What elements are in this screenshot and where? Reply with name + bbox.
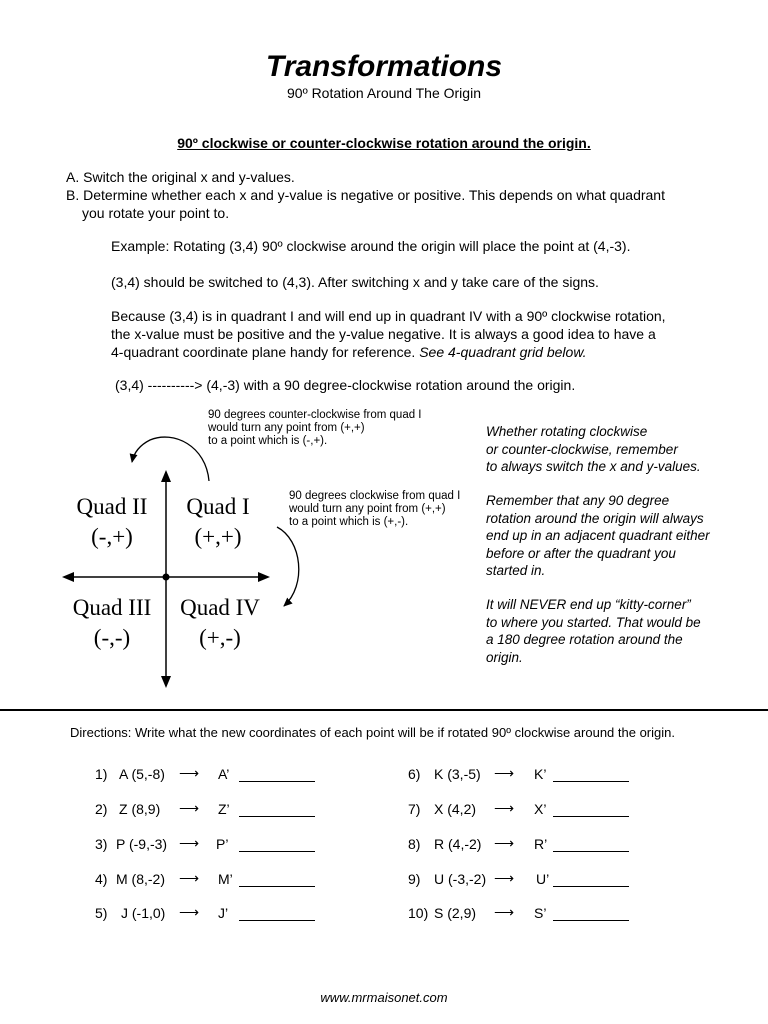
- problem-prime: P’: [216, 836, 229, 852]
- example-line2: (3,4) should be switched to (4,3). After switching x and y take care of the signs.: [111, 274, 599, 290]
- arrow-right-icon: ⟶: [494, 800, 515, 816]
- quad3-name: Quad III: [72, 595, 152, 620]
- arrow-right-icon: ⟶: [494, 870, 515, 886]
- cw-curved-arrow-icon: [277, 527, 299, 606]
- problem-point: U (-3,-2): [434, 871, 487, 887]
- page-title: Transformations: [265, 50, 503, 83]
- problem-number: 8): [408, 836, 421, 852]
- ccw-note-line: to a point which is (-,+).: [208, 435, 328, 447]
- side-note-line: Remember that any 90 degree: [486, 493, 670, 508]
- problem-point: K (3,-5): [434, 766, 481, 782]
- problem-prime: M’: [218, 871, 233, 887]
- side-note-line: a 180 degree rotation around the: [486, 632, 683, 647]
- side-note-2: [486, 492, 710, 580]
- ccw-note-line: would turn any point from (+,+): [208, 422, 365, 434]
- problem-point: A (5,-8): [119, 766, 165, 782]
- problem-point: Z (8,9): [119, 801, 161, 817]
- side-note-line: Whether rotating clockwise: [486, 424, 648, 439]
- answer-blank[interactable]: [553, 872, 629, 887]
- side-note-3: [486, 596, 701, 666]
- side-note-line: before or after the quadrant you: [486, 545, 676, 561]
- problem-point: R (4,-2): [434, 836, 482, 852]
- arrow-right-icon: ⟶: [494, 904, 515, 920]
- problem-number: 7): [408, 801, 421, 817]
- ccw-curved-arrow-icon: [132, 437, 209, 481]
- problem-prime: Z’: [218, 801, 230, 817]
- problem-prime: U’: [536, 871, 550, 887]
- side-note-line: rotation around the origin will always: [486, 510, 704, 526]
- quad1-label: [168, 492, 268, 552]
- problem-prime: K’: [534, 766, 547, 782]
- problem-prime: S’: [534, 905, 547, 921]
- side-note-line: origin.: [486, 649, 523, 665]
- cw-note-line: would turn any point from (+,+): [289, 503, 446, 515]
- problem-point: S (2,9): [434, 905, 477, 921]
- answer-blank[interactable]: [553, 837, 629, 852]
- section-heading: 90º clockwise or counter-clockwise rotation around the origin.: [177, 135, 591, 151]
- example-para3-italic: See 4-quadrant grid below.: [419, 344, 587, 360]
- problem-prime: J’: [218, 905, 229, 921]
- problem-number: 3): [95, 836, 108, 852]
- problem-number: 6): [408, 766, 421, 782]
- side-note-line: end up in an adjacent quadrant either: [486, 528, 710, 543]
- step-b-line2: you rotate your point to.: [82, 205, 230, 221]
- problem-number: 1): [95, 766, 108, 782]
- problem-number: 9): [408, 871, 421, 887]
- problem-number: 5): [95, 905, 108, 921]
- problem-row: [0, 905, 768, 925]
- example-line1: Example: Rotating (3,4) 90º clockwise around the origin will place the point at (4,-3).: [111, 238, 631, 254]
- problem-point: P (-9,-3): [116, 836, 168, 852]
- step-b-line1: B. Determine whether each x and y-value is negative or positive. This depends on what quadrant: [66, 187, 665, 203]
- directions: Directions: Write what the new coordinates of each point will be if rotated 90º clockwise around the origin.: [70, 725, 675, 740]
- quad2-label: [62, 492, 162, 552]
- problem-number: 4): [95, 871, 108, 887]
- problem-prime: R’: [534, 836, 548, 852]
- arrow-right-icon: ⟶: [179, 835, 200, 851]
- side-note-line: to where you started. That would be: [486, 614, 701, 630]
- side-note-line: It will NEVER end up “kitty-corner”: [486, 597, 691, 612]
- answer-blank[interactable]: [553, 802, 629, 817]
- quad3-signs: (-,-): [93, 625, 131, 650]
- side-note-line: or counter-clockwise, remember: [486, 441, 678, 457]
- side-note-line: started in.: [486, 563, 546, 578]
- arrow-right-icon: ⟶: [179, 800, 200, 816]
- footer-url[interactable]: www.mrmaisonet.com: [320, 990, 448, 1005]
- problem-row: [0, 801, 768, 821]
- quad2-signs: (-,+): [91, 524, 133, 549]
- section-divider: [0, 709, 768, 711]
- problem-point: J (-1,0): [121, 905, 166, 921]
- side-note-line: to always switch the x and y-values.: [486, 459, 701, 474]
- example-para2: the x-value must be positive and the y-value negative. It is always a good idea to have a: [111, 326, 656, 342]
- example-arrow-line: (3,4) ----------> (4,-3) with a 90 degree-clockwise rotation around the origin.: [115, 377, 576, 393]
- origin-point: [163, 574, 170, 581]
- cw-note-line: 90 degrees clockwise from quad I: [289, 490, 461, 502]
- problem-prime: X’: [534, 801, 547, 817]
- answer-blank[interactable]: [553, 906, 629, 921]
- problem-row: [0, 836, 768, 856]
- arrow-right-icon: ⟶: [179, 870, 200, 886]
- quad4-signs: (+,-): [199, 625, 241, 650]
- problem-prime: A’: [218, 766, 230, 782]
- quad4-name: Quad IV: [180, 595, 260, 620]
- quad1-name: Quad I: [186, 494, 250, 519]
- quad2-name: Quad II: [76, 494, 148, 519]
- problem-number: 2): [95, 801, 108, 817]
- arrow-right-icon: ⟶: [179, 765, 200, 781]
- page-subtitle: 90º Rotation Around The Origin: [287, 85, 481, 101]
- side-note-1: [486, 423, 701, 476]
- step-a: A. Switch the original x and y-values.: [66, 169, 295, 185]
- answer-blank[interactable]: [553, 767, 629, 782]
- cw-note-line: to a point which is (+,-).: [289, 516, 409, 528]
- problem-point: X (4,2): [434, 801, 477, 817]
- example-para3-text: 4-quadrant coordinate plane handy for reference.: [111, 344, 416, 360]
- problem-row: [0, 871, 768, 891]
- example-para1: Because (3,4) is in quadrant I and will end up in quadrant IV with a 90º clockwise rotation,: [111, 308, 666, 324]
- quad3-label: [60, 593, 164, 653]
- arrow-right-icon: ⟶: [494, 765, 515, 781]
- problem-number: 10): [408, 905, 429, 921]
- arrow-right-icon: ⟶: [179, 904, 200, 920]
- problem-point: M (8,-2): [116, 871, 165, 887]
- problem-row: [0, 766, 768, 786]
- quad4-label: [168, 593, 272, 653]
- quad1-signs: (+,+): [194, 524, 242, 549]
- arrow-right-icon: ⟶: [494, 835, 515, 851]
- ccw-note-line: 90 degrees counter-clockwise from quad I: [208, 409, 422, 421]
